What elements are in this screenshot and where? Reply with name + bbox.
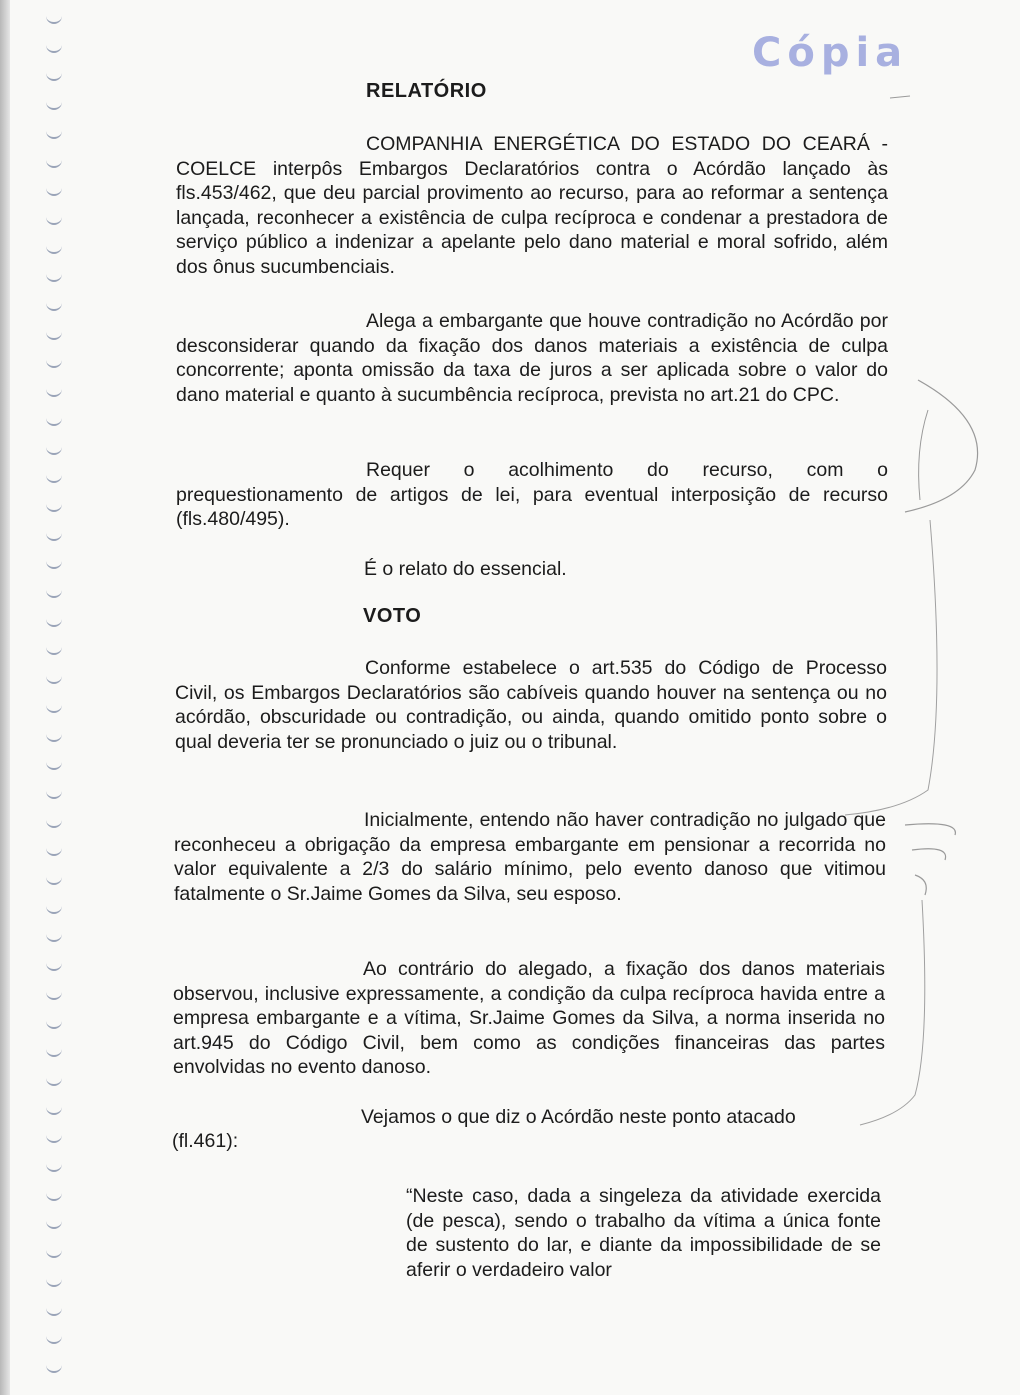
margin-bracket-mark	[905, 380, 978, 512]
margin-initials-mark	[905, 824, 955, 895]
copy-stamp: Cópia	[752, 30, 909, 76]
paragraph-6: Inicialmente, entendo não haver contradição no julgado que reconheceu a obrigação da empresa embargante em pensionar a recorrida no valor equivalente a 2/3 do salário mínimo, pelo evento danoso que vitimou fatalmente o Sr.Jaime Gomes da Silva, seu esposo.	[174, 809, 886, 905]
margin-lower-line-mark	[860, 900, 925, 1125]
paragraph-7: Ao contrário do alegado, a fixação dos danos materiais observou, inclusive expressamente, a condição da culpa recíproca havida entre a empresa embargante e a vítima, Sr.Jaime Gomes da Silva, a norma inserida no art.945 do Código Civil, bem como as condições financeiras das partes envolvidas no evento danoso.	[173, 958, 885, 1078]
paragraph-1: COMPANHIA ENERGÉTICA DO ESTADO DO CEARÁ - COELCE interpôs Embargos Declaratórios contra o Acórdão lançado às fls.453/462, que deu parcial provimento ao recurso, para ao reformar a sentença lançada, reconhecer a existência de culpa recíproca e condenar a prestadora de serviço público a indenizar a apelante pelo dano material e moral sofrido, além dos ônus sucumbenciais.	[176, 133, 888, 278]
small-pencil-mark	[890, 96, 910, 98]
paragraph-3: Requer o acolhimento do recurso, com o prequestionamento de artigos de lei, para eventual interposição de recurso (fls.480/495).	[176, 459, 888, 530]
report-heading: RELATÓRIO	[366, 80, 487, 102]
paragraph-8-ref: (fl.461):	[172, 1130, 239, 1152]
quote-block: “Neste caso, dada a singeleza da atividade exercida (de pesca), sendo o trabalho da vítima a única fonte de sustento do lar, e diante da impossibilidade de se aferir o verdadeiro valor	[406, 1185, 881, 1281]
margin-stroke-mark	[919, 410, 928, 500]
vote-heading: VOTO	[363, 605, 422, 627]
paragraph-5: Conforme estabelece o art.535 do Código de Processo Civil, os Embargos Declaratórios são cabíveis quando houver na sentença ou no acórdão, obscuridade ou contradição, ou ainda, quando omitido ponto sobre o qual deveria ter se pronunciado o juiz ou o tribunal.	[175, 657, 887, 753]
margin-line-mark	[845, 520, 937, 815]
paragraph-8: Vejamos o que diz o Acórdão neste ponto atacado	[361, 1106, 796, 1128]
paragraph-2: Alega a embargante que houve contradição no Acórdão por desconsiderar quando da fixação dos danos materiais a existência de culpa concorrente; aponta omissão da taxa de juros a ser aplicada sobre o valor do dano material e quanto à sucumbência recíproca, prevista no art.21 do CPC.	[176, 310, 888, 406]
paragraph-4: É o relato do essencial.	[364, 558, 567, 580]
